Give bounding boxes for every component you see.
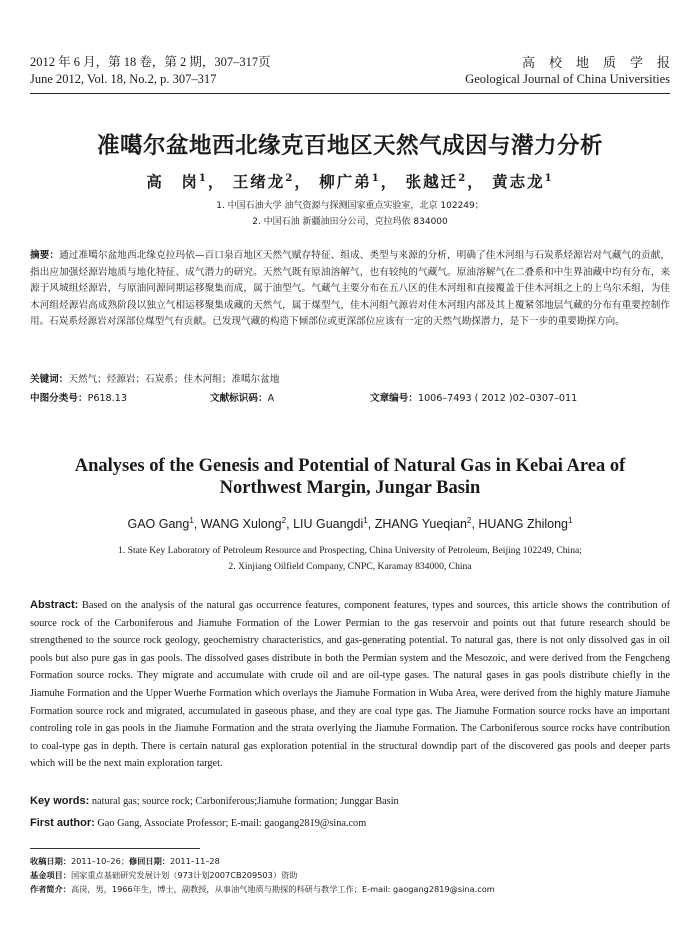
keywords-text-en: natural gas; source rock; Carboniferous;Jiamuhe formation; Junggar Basin — [91, 796, 399, 807]
first-author-en — [30, 817, 670, 829]
journal-name — [465, 54, 684, 88]
author-cn: 柳广弟$^1$ — [319, 172, 381, 191]
paper-title-en-line1: Analyses of the Genesis and Potential of Natural Gas in Kebai Area of — [74, 456, 626, 476]
author-list-cn: 高 岗$^1$， 王绪龙$^2$， 柳广弟$^1$， 张越迁$^2$， 黄志龙$^1$ — [146, 172, 554, 191]
footnote-dates: 收稿日期：2011–10–26；修回日期：2011–11–28 — [30, 856, 220, 866]
journal-name-cn: 高校地质学报 — [521, 55, 684, 70]
author-en: WANG Xulong$^2$ — [200, 515, 287, 531]
paper-title-en — [40, 455, 660, 499]
abstract-en — [30, 597, 670, 773]
abstract-label-cn: 摘要： — [30, 250, 60, 261]
keywords-label-cn: 关键词： — [30, 374, 69, 385]
author-en: HUANG Zhilong$^1$ — [478, 515, 573, 531]
paper-title-en-line2: Northwest Margin, Jungar Basin — [219, 478, 481, 498]
footnote-divider — [30, 848, 200, 849]
affiliation-en-1: 1. State Key Laboratory of Petroleum Resource and Prospecting, China University of Petroleum, Beijing 102249, China; — [118, 545, 582, 556]
abstract-text-cn: 通过准噶尔盆地西北缘克拉玛依—百口泉百地区天然气赋存特征、组成、类型与来源的分析，明确了佳木河组与石炭系烃源岩对气藏气的贡献，指出应加强烃源岩地质与地化特征、成气潜力的研究。天然气既有原油溶解气，也有较纯的气藏气。原油溶解气在二叠系和中生界油藏中均有分布，来源于风城组烃源岩，与原油同源同期运移聚集而成，属于油型气。气藏气主要分布在五八区的佳木河组和直接覆盖于佳木河组之上的上乌尔禾组，为佳木河组烃源岩高成熟阶段以独立气相运移聚集成藏的天然气，属于煤型气，佳木河组气源岩对佳木河组内部及其上覆紧邻地层气藏的分布有重要控制作用。石炭系烃源岩对深部位煤型气有贡献。已发现气藏的构造下倾部位或更深部位应该有一定的天然气勘探潜力，是下一步的重要勘探方向。 — [30, 250, 671, 327]
footnote-author-bio: 作者简介：高岗，男，1966年生，博士，副教授，从事油气地质与勘探的科研与教学工作；E-mail: gaogang2819@sina.com — [30, 884, 495, 894]
footnote-fund: 基金项目：国家重点基础研究发展计划（973计划2007CB209503）资助 — [30, 870, 298, 880]
keywords-label-en: Key words: — [30, 795, 90, 807]
author-cn: 黄志龙$^1$ — [492, 172, 554, 191]
affiliation-cn-1: 1. 中国石油大学 油气资源与探测国家重点实验室，北京 102249； — [216, 201, 484, 211]
affiliation-cn-2: 2. 中国石油 新疆油田分公司，克拉玛依 834000 — [252, 217, 448, 227]
issue-line-cn: 2012 年 6 月，第 18 卷，第 2 期，307–317页 — [30, 55, 271, 69]
keywords-cn — [30, 372, 670, 388]
author-list-en: GAO Gang$^1$, WANG Xulong$^2$, LIU Guangdi$^1$, ZHANG Yueqian$^2$, HUANG Zhilong$^1$ — [127, 515, 573, 531]
journal-issue-info — [30, 54, 271, 88]
author-en: GAO Gang$^1$ — [127, 515, 194, 531]
affiliation-en-2: 2. Xinjiang Oilfield Company, CNPC, Karamay 834000, China — [228, 561, 472, 572]
abstract-cn — [30, 248, 670, 331]
journal-name-en: Geological Journal of China Universities — [465, 72, 670, 86]
keywords-en — [30, 795, 670, 807]
article-number: 文章编号：1006–7493 ( 2012 )02–0307–011 — [370, 393, 578, 404]
running-header — [30, 54, 684, 90]
classification-line — [30, 391, 670, 407]
author-cn: 王绪龙$^2$ — [232, 172, 295, 191]
author-cn: 高 岗$^1$ — [146, 172, 208, 191]
document-code: 文献标识码：A — [210, 393, 275, 404]
author-cn: 张越迁$^2$ — [405, 172, 468, 191]
author-en: ZHANG Yueqian$^2$ — [374, 515, 472, 531]
author-en: LIU Guangdi$^1$ — [293, 515, 368, 531]
class-number: 中图分类号：P618.13 — [30, 393, 127, 404]
paper-title-cn: 准噶尔盆地西北缘克百地区天然气成因与潜力分析 — [96, 133, 603, 159]
first-author-text: Gao Gang, Associate Professor; E-mail: gaogang2819@sina.com — [97, 818, 367, 829]
header-divider — [30, 93, 670, 94]
keywords-text-cn: 天然气；烃源岩；石炭系；佳木河组；准噶尔盆地 — [68, 374, 280, 385]
first-author-label: First author: — [30, 817, 95, 829]
issue-line-en: June 2012, Vol. 18, No.2, p. 307–317 — [30, 72, 217, 86]
abstract-text-en: Based on the analysis of the natural gas occurrence features, component features, types and sources, this article shows the contribution of source rock of the Carboniferous and Jiamuhe Formation of the Lower Permian to the gas reservoir and points out that future research should be strengthened to the source rock geology, geochemistry characteristics, and gas-generating potential. To natural gas, there is not only dissolved gas in oil pools but also pure gas in gas pools. The dissolved gases distribute in both the Permian system and the Mesozoic, and were derived from the Fengcheng Formation source rocks. They migrate and accumulate with crude oil and are oil-type gases. The natural gases in gas pools distribute chiefly in the Jiamuhe Formation and the Upper Wuerhe Formation which overlays the Jiamuhe Formation in Wuba Area, were derived from the highly mature Jiamuhe Formation source rock and migrated, accumulated in gaseous phase, and they are coal type gas. The Jiamuhe Formation source rocks have an important controling role in gas pools in the Jiamuhe Formation and the strata overlying the Jiamuhe Formation. The Carboniferous source rocks have contribution to coal-type gas in depth. There is certain natural gas exploration potential in the structural downdip part of the discovered gas pools and deeper parts which will be the next main exploration target. — [30, 600, 670, 770]
abstract-label-en: Abstract: — [30, 599, 79, 611]
